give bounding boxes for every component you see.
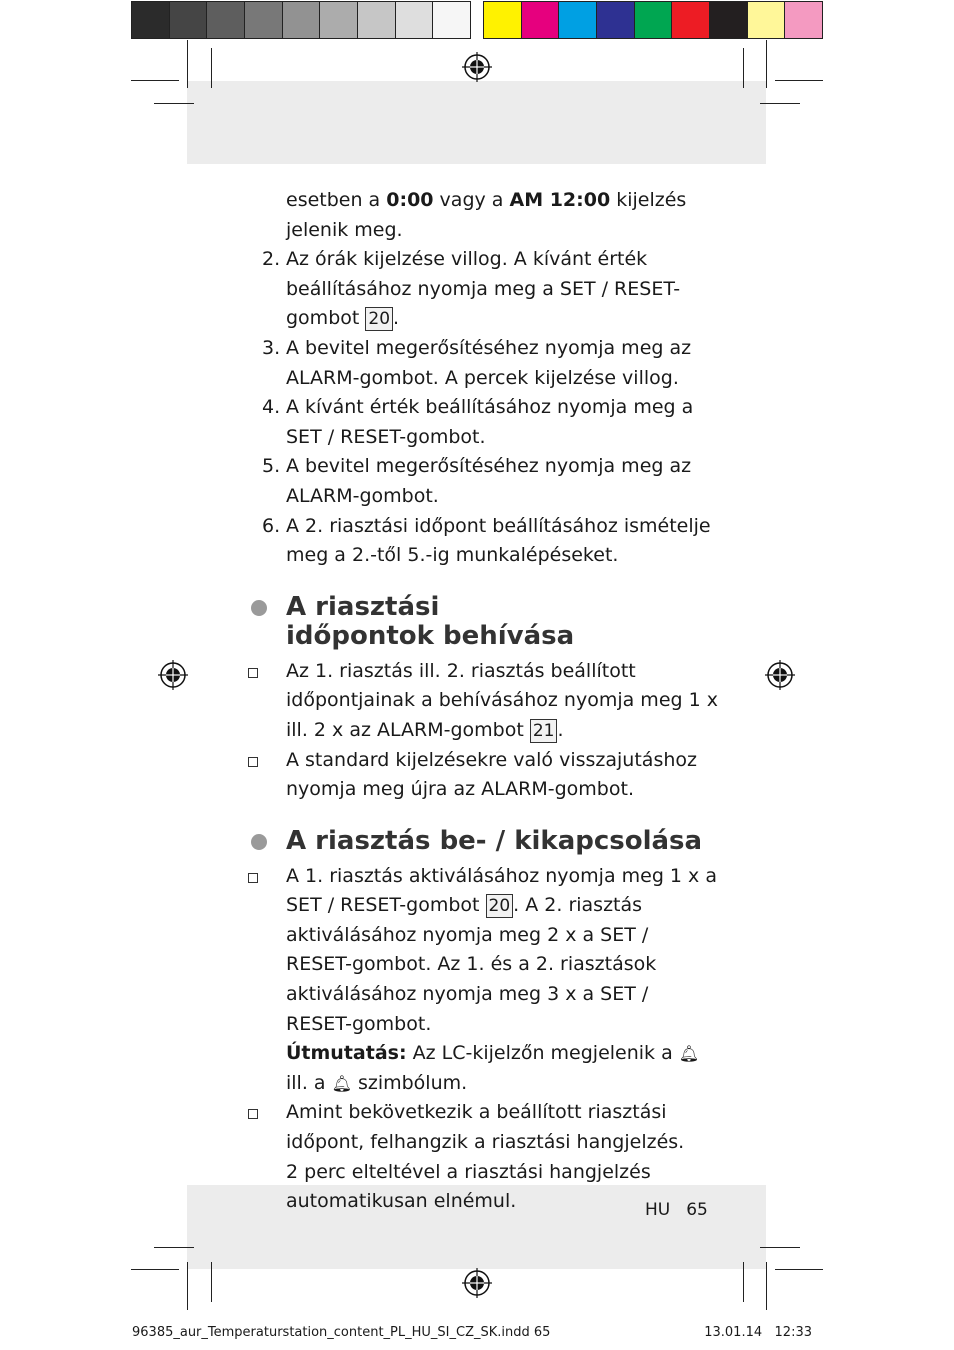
registration-mark-icon — [158, 660, 188, 690]
crop-mark — [211, 1262, 212, 1302]
crop-mark — [743, 48, 744, 88]
process-color-bar — [483, 1, 823, 39]
file-name: 96385_aur_Temperaturstation_content_PL_HU_SI_CZ_SK.indd 65 — [132, 1325, 551, 1340]
color-swatch — [320, 2, 358, 38]
crop-mark — [154, 1247, 194, 1248]
crop-mark — [760, 103, 800, 104]
step-item: 6. A 2. riasztási időpont beállításához ismételje meg a 2.-től 5.-ig munkalépéseket. — [262, 514, 711, 567]
section-bullet-icon — [251, 600, 267, 616]
color-swatch — [635, 2, 673, 38]
alarm-bell-icon: 🔔︎ — [678, 1044, 700, 1064]
step-item: 5. A bevitel megerősítéséhez nyomja meg az ALARM-gombot. — [262, 455, 692, 507]
registration-mark-icon — [765, 660, 795, 690]
section-heading: A riasztás be- / kikapcsolása — [248, 827, 718, 856]
crop-mark — [775, 1269, 823, 1270]
registration-mark-icon — [462, 1268, 492, 1298]
list-item: A 1. riasztás aktiválásához nyomja meg 1 x a SET / RESET-gombot 20 . A 2. riasztás aktiválásához nyomja meg 2 x a SET / RESET-gombot. Az 1. és a 2. riasztások aktiválásához nyomja meg 3 x a SET / RESET-gombot. Útmutatás: Az LC-kijelzőn megjelenik a 🔔︎ ill. a 🔔︎ szimbólum. — [248, 862, 718, 1099]
grayscale-color-bar — [131, 1, 471, 39]
crop-mark — [766, 1262, 767, 1310]
header-band — [187, 81, 766, 164]
registration-mark-icon — [462, 52, 492, 82]
print-slug — [132, 1325, 812, 1340]
color-swatch — [170, 2, 208, 38]
list-item: Amint bekövetkezik a beállított riasztási időpont, felhangzik a riasztási hangjelzés. 2 perc elteltével a riasztási hangjelzés automatikusan elnémul. — [248, 1098, 718, 1216]
crop-mark — [131, 1269, 179, 1270]
color-swatch — [785, 2, 822, 38]
step-item: 2. Az órák kijelzése villog. A kívánt érték beállításához nyomja meg a SET / RESET-gombot 20 . — [262, 248, 681, 330]
list-item: Az 1. riasztás ill. 2. riasztás beállított időpontjainak a behívásához nyomja meg 1 x ill. 2 x az ALARM-gombot 21 . — [248, 657, 718, 746]
page-number: HU 65 — [645, 1200, 708, 1220]
crop-mark — [211, 48, 212, 88]
color-swatch — [484, 2, 522, 38]
print-timestamp: 13.01.14 12:33 — [704, 1325, 812, 1340]
page-content — [248, 186, 718, 1217]
color-swatch — [522, 2, 560, 38]
color-swatch — [559, 2, 597, 38]
color-swatch — [207, 2, 245, 38]
checkbox-bullet-icon — [248, 862, 264, 895]
crop-mark — [775, 80, 823, 81]
button-reference: 20 — [365, 307, 393, 331]
checkbox-bullet-icon — [248, 1098, 264, 1131]
note-label: Útmutatás: — [286, 1042, 407, 1065]
button-reference: 20 — [486, 894, 514, 918]
color-swatch — [710, 2, 748, 38]
crop-mark — [154, 103, 194, 104]
step-item: 4. A kívánt érték beállításához nyomja meg a SET / RESET-gombot. — [262, 396, 694, 448]
color-swatch — [672, 2, 710, 38]
crop-mark — [760, 1247, 800, 1248]
crop-mark — [766, 40, 767, 88]
color-swatch — [748, 2, 786, 38]
section-heading: A riasztási időpontok behívása — [248, 593, 718, 651]
intro-paragraph: esetben a 0:00 vagy a AM 12:00 kijelzés jelenik meg. — [286, 189, 687, 241]
checkbox-bullet-icon — [248, 657, 264, 690]
step-item: 3. A bevitel megerősítéséhez nyomja meg az ALARM-gombot. A percek kijelzése villog. — [262, 336, 692, 389]
checkbox-bullet-icon — [248, 746, 264, 779]
color-swatch — [597, 2, 635, 38]
section-bullet-icon — [251, 834, 267, 850]
color-swatch — [283, 2, 321, 38]
color-swatch — [245, 2, 283, 38]
color-swatch — [433, 2, 470, 38]
color-swatch — [358, 2, 396, 38]
color-swatch — [132, 2, 170, 38]
crop-mark — [131, 80, 179, 81]
crop-mark — [743, 1262, 744, 1302]
crop-mark — [187, 1262, 188, 1310]
alarm-bell-icon: 🔔︎ — [331, 1073, 352, 1093]
color-swatch — [396, 2, 434, 38]
button-reference: 21 — [530, 719, 558, 743]
crop-mark — [187, 40, 188, 88]
list-item: A standard kijelzésekre való visszajutáshoz nyomja meg újra az ALARM-gombot. — [248, 746, 718, 805]
